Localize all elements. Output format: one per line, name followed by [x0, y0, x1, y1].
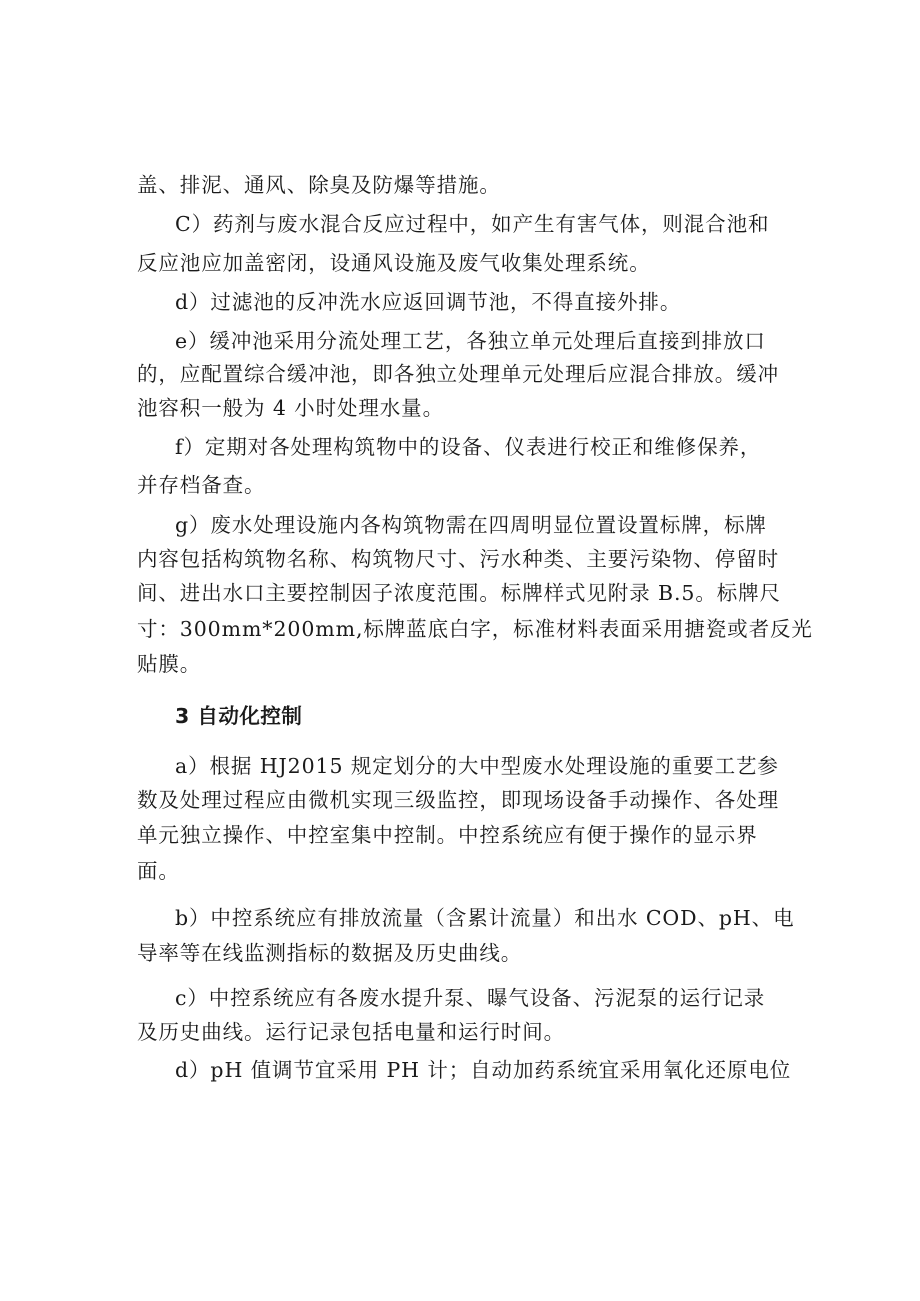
paragraph-f-line: [175, 432, 920, 462]
section-heading: [175, 701, 920, 731]
paragraph-b-line: [175, 903, 920, 933]
line-text: 内容包括构筑物名称、构筑物尺寸、污水种类、主要污染物、停留时: [137, 547, 779, 571]
line-text: 盖、排泥、通风、除臭及防爆等措施。: [137, 173, 501, 197]
paragraph-a-line: [175, 751, 920, 781]
line-text: 贴膜。: [137, 652, 202, 676]
paragraph-c-line: [175, 209, 920, 239]
line-text: 及历史曲线。运行记录包括电量和运行时间。: [137, 1020, 565, 1044]
paragraph-d2-line: [175, 1055, 920, 1085]
line-text: g）废水处理设施内各构筑物需在四周明显位置设置标牌，标牌: [175, 513, 767, 537]
line-text: C）药剂与废水混合反应过程中，如产生有害气体，则混合池和: [175, 212, 770, 236]
paragraph-e-line: [175, 326, 920, 356]
text-line: [137, 359, 920, 389]
line-text: f）定期对各处理构筑物中的设备、仪表进行校正和维修保养，: [175, 435, 762, 459]
line-text: 寸：300mm*200mm,标牌蓝底白字，标准材料表面采用搪瓷或者反光: [137, 617, 813, 641]
text-line: [137, 470, 920, 500]
paragraph-g-line: [175, 510, 920, 540]
text-line: [137, 856, 920, 886]
line-text: 间、进出水口主要控制因子浓度范围。标牌样式见附录 B.5。标牌尺: [137, 581, 781, 605]
text-line: [137, 785, 920, 815]
text-line: [137, 578, 920, 608]
text-line: [137, 938, 920, 968]
line-text: 的，应配置综合缓冲池，即各独立处理单元处理后应混合排放。缓冲: [137, 362, 779, 386]
line-text: 数及处理过程应由微机实现三级监控，即现场设备手动操作、各处理: [137, 788, 779, 812]
text-line: [137, 393, 920, 423]
line-text: 反应池应加盖密闭，设通风设施及废气收集处理系统。: [137, 251, 651, 275]
line-text: c）中控系统应有各废水提升泵、曝气设备、污泥泵的运行记录: [175, 986, 766, 1010]
text-line: [137, 614, 920, 644]
line-text: b）中控系统应有排放流量（含累计流量）和出水 COD、pH、电: [175, 906, 795, 930]
line-text: e）缓冲池采用分流处理工艺，各独立单元处理后直接到排放口: [175, 329, 766, 353]
text-line: [137, 820, 920, 850]
line-text: 面。: [137, 859, 180, 883]
paragraph-c2-line: [175, 983, 920, 1013]
line-text: a）根据 HJ2015 规定划分的大中型废水处理设施的重要工艺参: [175, 754, 779, 778]
text-line: [137, 544, 920, 574]
text-line: [137, 170, 920, 200]
text-line: [137, 649, 920, 679]
section-heading-text: 3 自动化控制: [175, 704, 303, 728]
text-line: [137, 1017, 920, 1047]
line-text: 池容积一般为 4 小时处理水量。: [137, 396, 444, 420]
line-text: d）过滤池的反冲洗水应返回调节池，不得直接外排。: [175, 290, 682, 314]
line-text: d）pH 值调节宜采用 PH 计；自动加药系统宜采用氧化还原电位: [175, 1058, 792, 1082]
line-text: 单元独立操作、中控室集中控制。中控系统应有便于操作的显示界: [137, 823, 758, 847]
line-text: 导率等在线监测指标的数据及历史曲线。: [137, 941, 523, 965]
paragraph-d-line: [175, 287, 920, 317]
line-text: 并存档备查。: [137, 473, 266, 497]
text-line: [137, 248, 920, 278]
